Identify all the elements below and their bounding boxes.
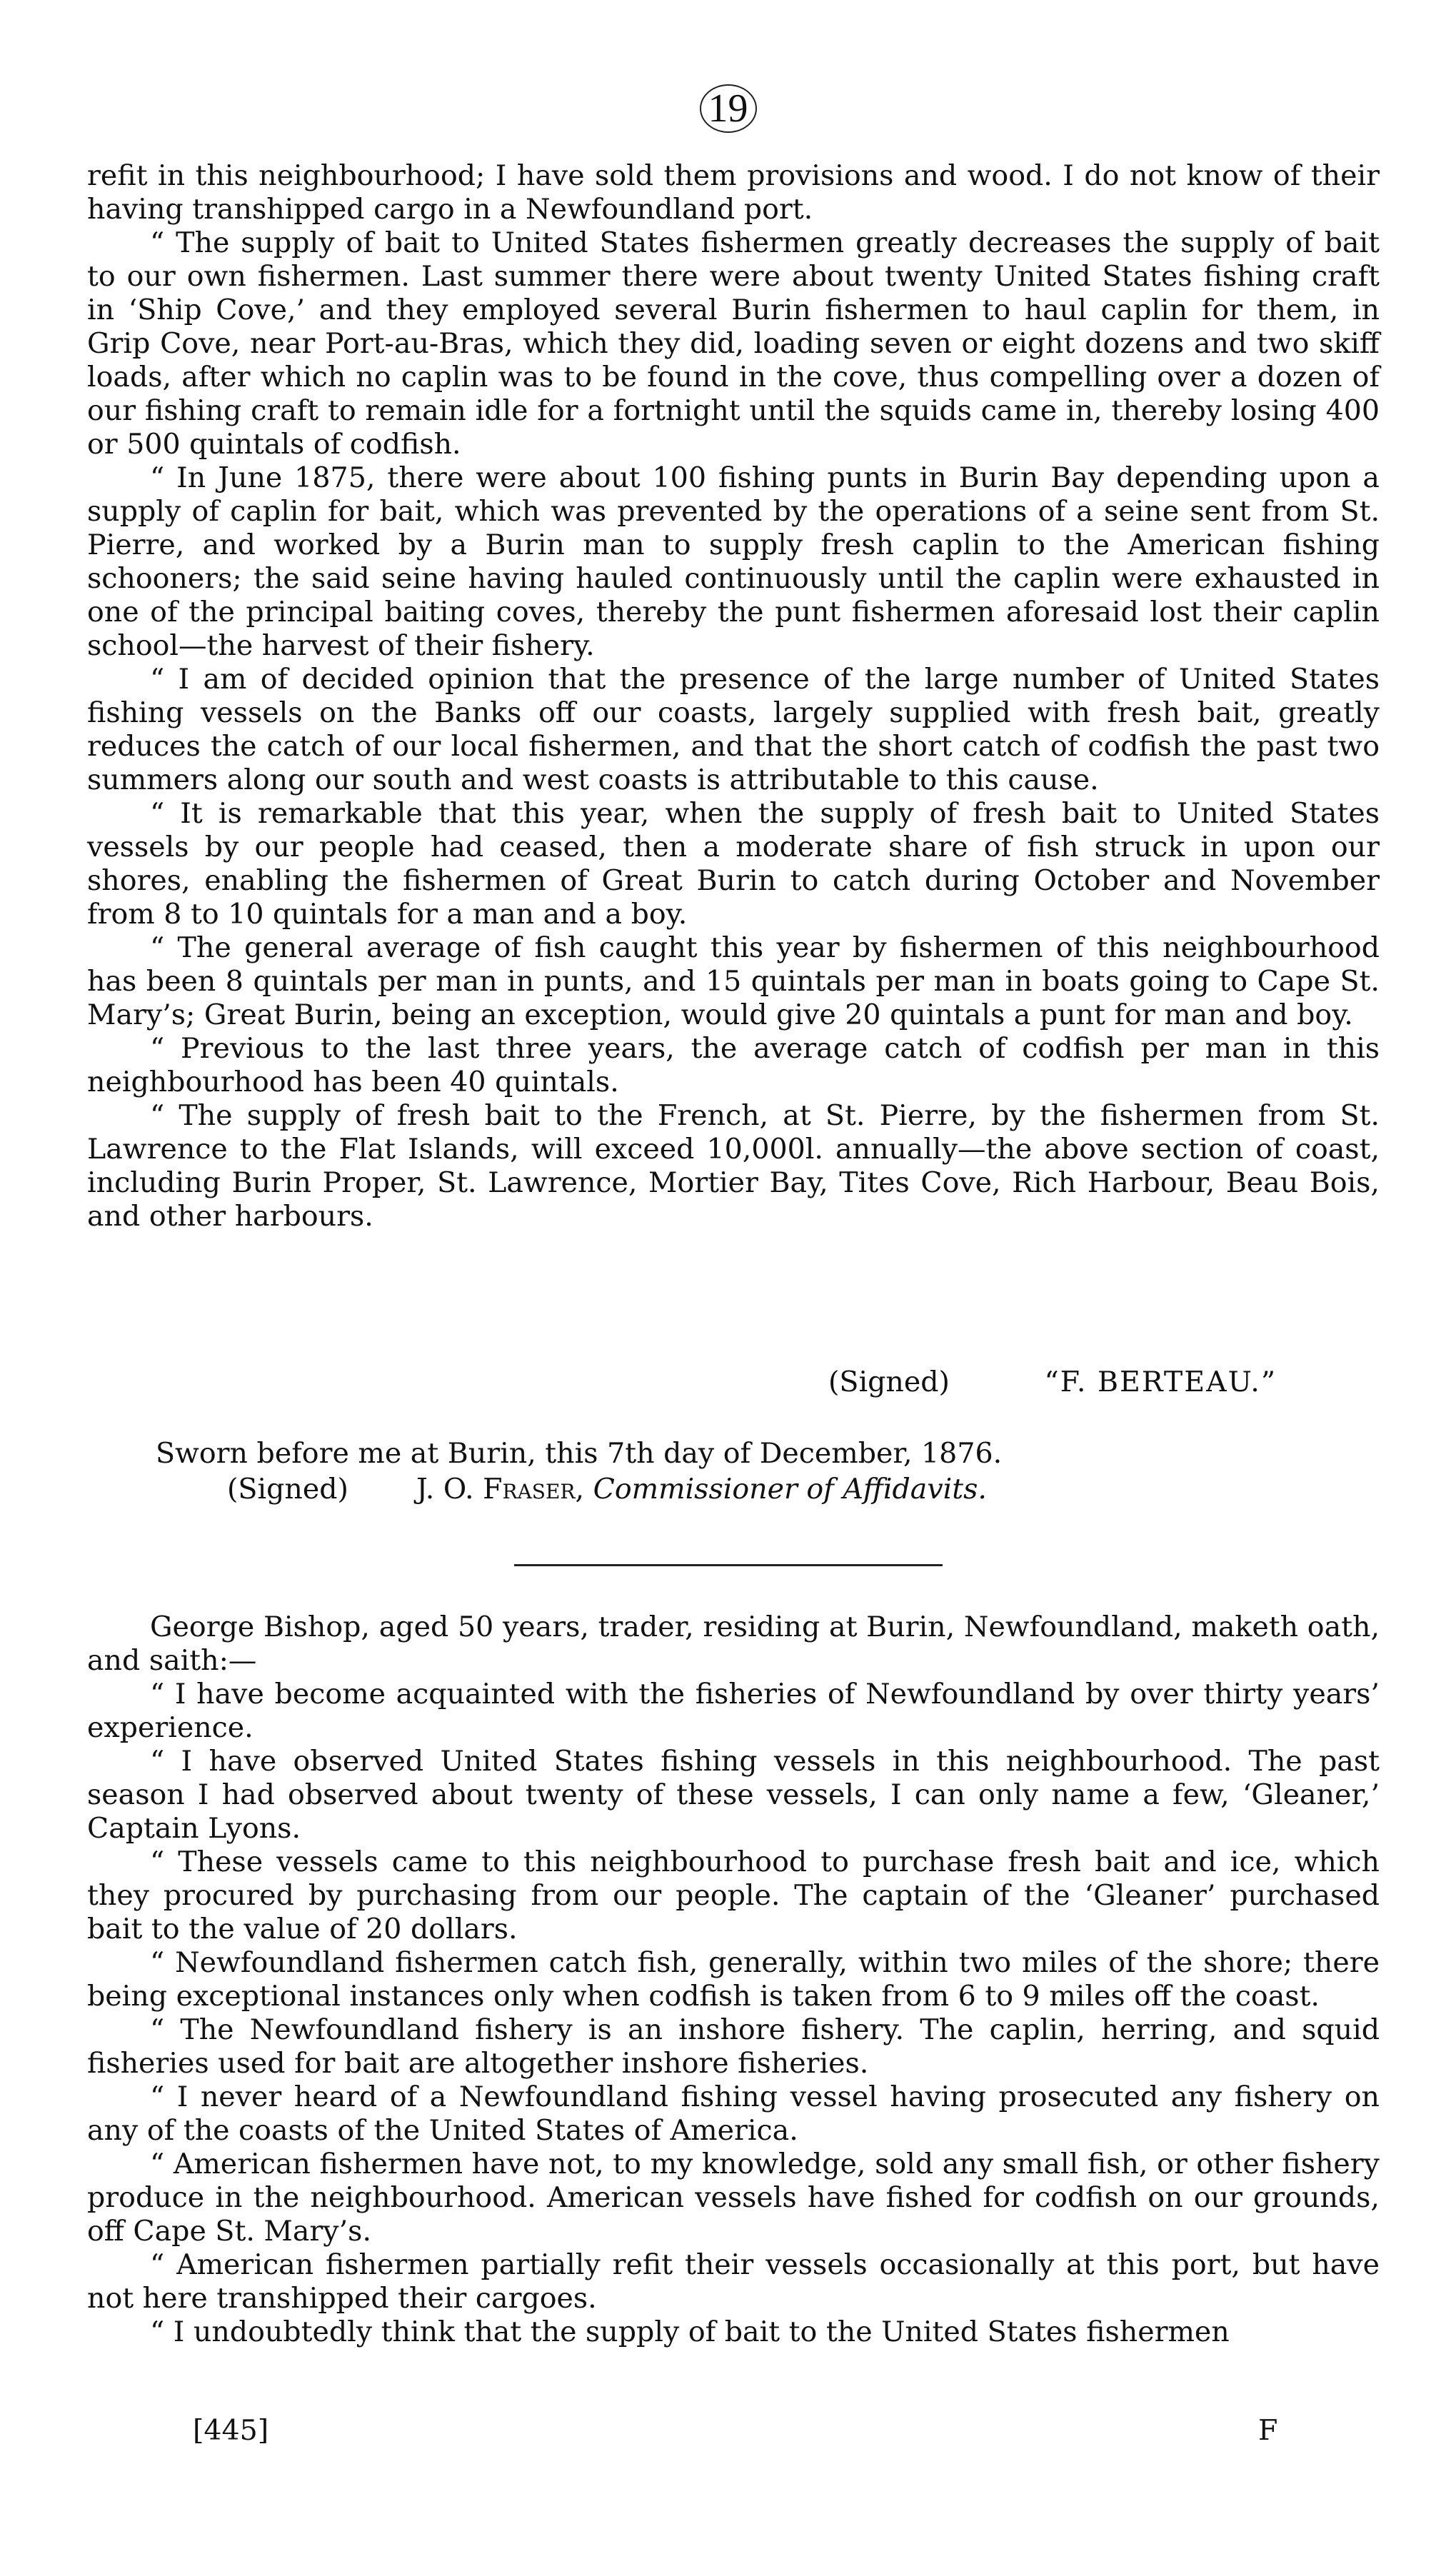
commissioner-name: J. O. Fraser, — [416, 1473, 585, 1506]
signer-name: “F. BERTEAU.” — [1044, 1366, 1277, 1398]
paragraph: “ American fishermen have not, to my knowledge, sold any small fish, or other fishery produce in the neighbourhood. American vessels have fished for codfish on our grounds, off Cape St. Mary’s. — [87, 2148, 1380, 2248]
paragraph: “ I undoubtedly think that the supply of bait to the United States fishermen — [150, 2315, 1230, 2348]
signature-line — [828, 1366, 1277, 1398]
paragraph: “ These vessels came to this neighbourhood to purchase fresh bait and ice, which they procured by purchasing from our people. The captain of the ‘Gleaner’ purchased bait to the value of 20 dollars. — [87, 1846, 1380, 1945]
sworn-statement: Sworn before me at Burin, this 7th day of December, 1876. — [156, 1437, 1003, 1470]
commissioner-title: Commissioner of Affidavits. — [593, 1473, 987, 1506]
paragraph: “ The supply of fresh bait to the French, at St. Pierre, by the fishermen from St. Lawrence to the Flat Islands, will exceed 10,000l. annually—the above section of coast, including Burin Proper, St. Lawrence, Mortier Bay, Tites Cove, Rich Harbour, Beau Bois, and other harbours. — [87, 1099, 1380, 1233]
paragraph: “ It is remarkable that this year, when the supply of fresh bait to United States vessels by our people had ceased, then a moderate share of fish struck in upon our shores, enabling the fishermen of Great Burin to catch during October and November from 8 to 10 quintals for a man and a boy. — [87, 797, 1380, 931]
section-divider — [514, 1564, 943, 1566]
signature-mark: [445] — [193, 2414, 269, 2447]
paragraph: “ The supply of bait to United States fishermen greatly decreases the supply of bait to our own fishermen. Last summer there were about twenty United States fishing craft in ‘Ship Cove,’ and they employed several Burin fishermen to haul caplin for them, in Grip Cove, near Port-au-Bras, which they did, loading seven or eight dozens and two skiff loads, after which no caplin was to be found in the cove, thus compelling over a dozen of our fishing craft to remain idle for a fortnight until the squids came in, thereby losing 400 or 500 quintals of codfish. — [87, 226, 1380, 461]
paragraph: “ I have observed United States fishing vessels in this neighbourhood. The past season I had observed about twenty of these vessels, I can only name a few, ‘Gleaner,’ Captain Lyons. — [87, 1745, 1380, 1845]
paragraph: “ Newfoundland fishermen catch fish, generally, within two miles of the shore; there being exceptional instances only when codfish is taken from 6 to 9 miles off the coast. — [87, 1946, 1380, 2013]
paragraph: “ Previous to the last three years, the average catch of codfish per man in this neighbourhood has been 40 quintals. — [87, 1032, 1380, 1098]
paragraph: “ The general average of fish caught this year by fishermen of this neighbourhood has been 8 quintals per man in punts, and 15 quintals per man in boats going to Cape St. Mary’s; Great Burin, being an exception, would give 20 quintals a punt for man and boy. — [87, 931, 1380, 1031]
paragraph: “ I never heard of a Newfoundland fishing vessel having prosecuted any fishery on any of the coasts of the United States of America. — [87, 2080, 1380, 2147]
bishop-affidavit-text — [87, 1611, 1380, 2349]
commissioner-signature — [227, 1473, 987, 1506]
paragraph: “ The Newfoundland fishery is an inshore fishery. The caplin, herring, and squid fisheries used for bait are altogether inshore fisheries. — [87, 2013, 1380, 2080]
paragraph: “ I am of decided opinion that the presence of the large number of United States fishing vessels on the Banks off our coasts, largely supplied with fresh bait, greatly reduces the catch of our local fishermen, and that the short catch of codfish the past two summers along our south and west coasts is attributable to this cause. — [87, 663, 1380, 796]
berteau-affidavit-text — [87, 159, 1380, 1233]
signed-label: (Signed) — [828, 1366, 950, 1398]
paragraph: refit in this neighbourhood; I have sold them provisions and wood. I do not know of their having transhipped cargo in a Newfoundland port. — [87, 159, 1380, 226]
paragraph: “ In June 1875, there were about 100 fishing punts in Burin Bay depending upon a supply of caplin for bait, which was prevented by the operations of a seine sent from St. Pierre, and worked by a Burin man to supply fresh caplin to the American fishing schooners; the said seine having hauled continuously until the caplin were exhausted in one of the principal baiting coves, thereby the punt fishermen aforesaid lost their caplin school—the harvest of their fishery. — [87, 461, 1380, 662]
paragraph: “ American fishermen partially refit their vessels occasionally at this port, but have not here transhipped their cargoes. — [87, 2248, 1380, 2315]
paragraph: “ I have become acquainted with the fisheries of Newfoundland by over thirty years’ experience. — [87, 1678, 1380, 1744]
gathering-letter: F — [1258, 2414, 1278, 2447]
paragraph: George Bishop, aged 50 years, trader, residing at Burin, Newfoundland, maketh oath, and saith:— — [87, 1611, 1380, 1677]
page-number — [0, 84, 1456, 133]
page-number-label: 19 — [700, 84, 757, 133]
commissioner-signed-label: (Signed) — [227, 1473, 348, 1506]
